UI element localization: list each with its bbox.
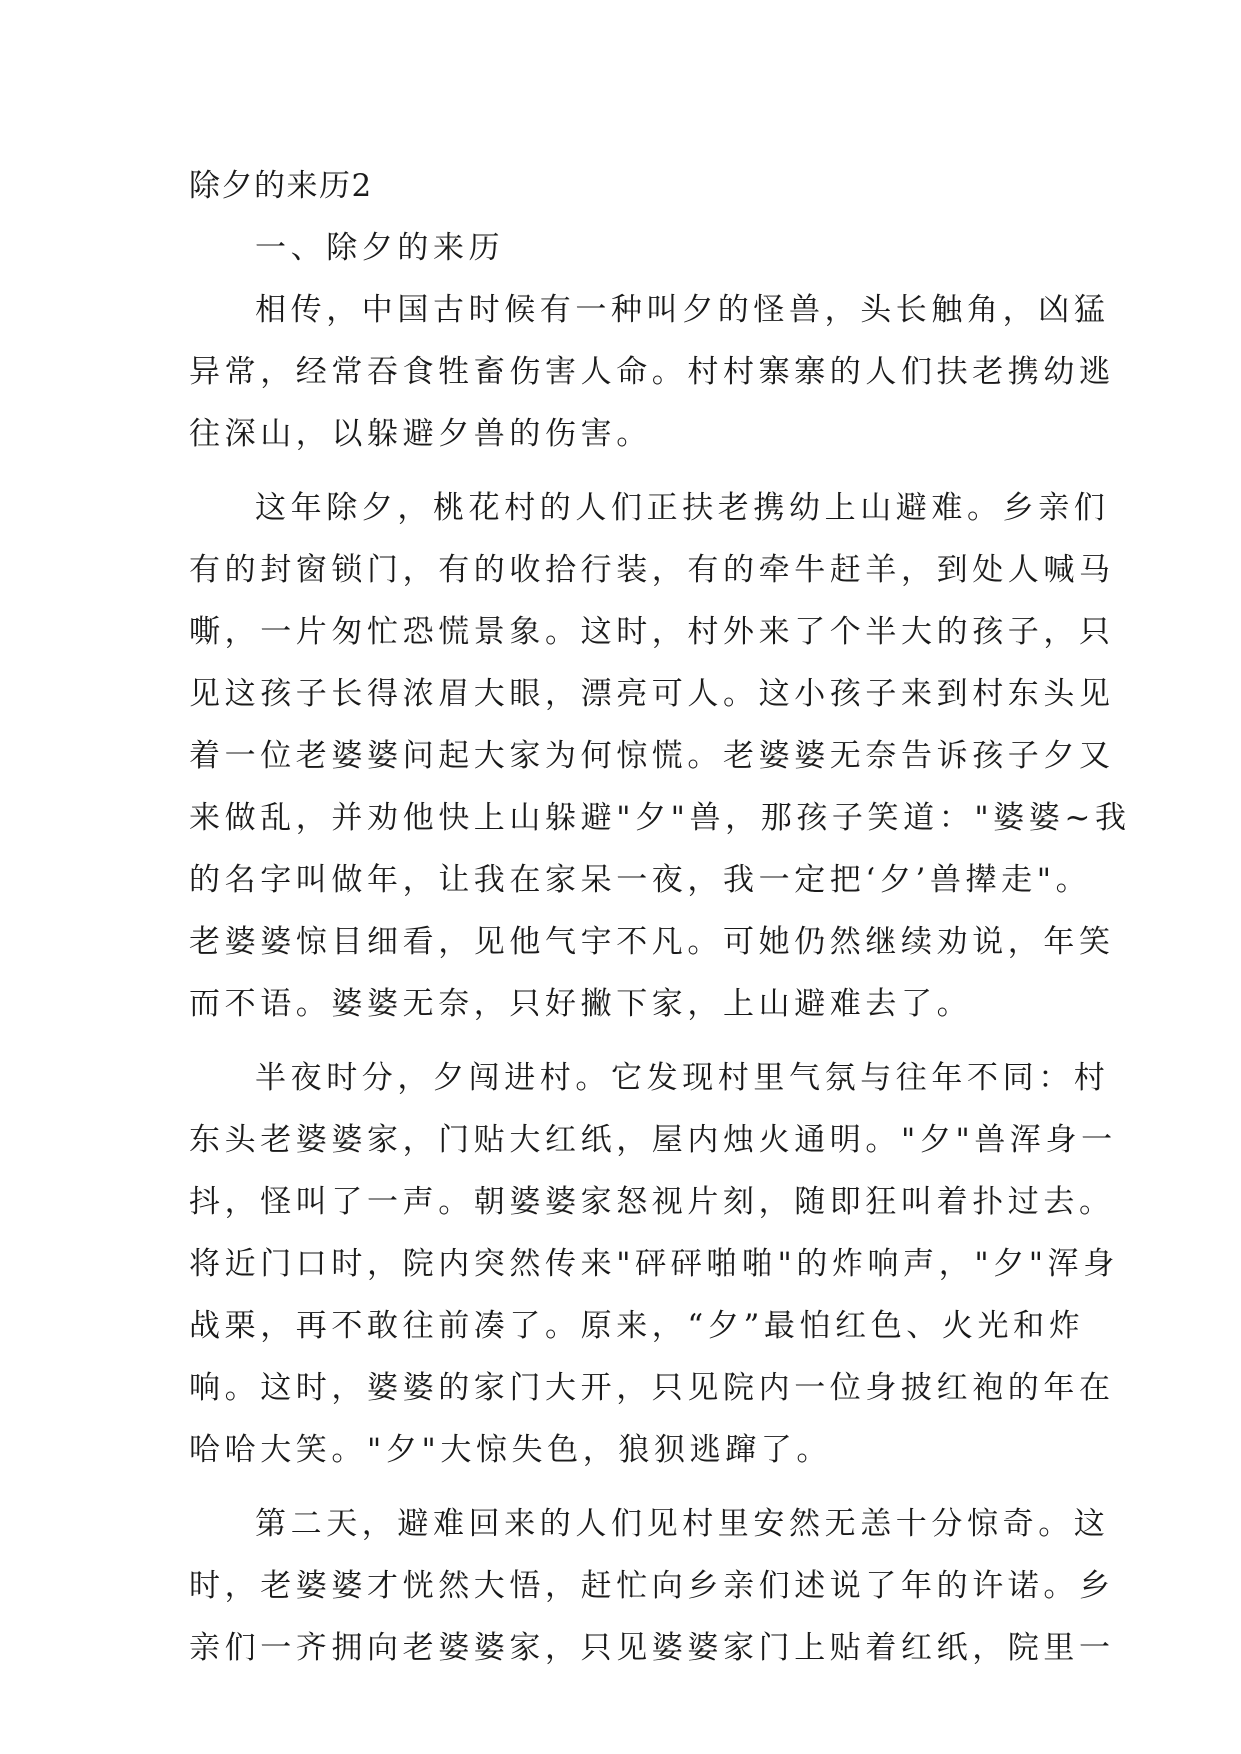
paragraph-line: 着一位老婆婆问起大家为何惊慌。老婆婆无奈告诉孩子夕又 xyxy=(189,738,1115,774)
document-body xyxy=(189,155,1131,1679)
section-heading: 一、除夕的来历 xyxy=(255,230,505,266)
paragraph xyxy=(189,1493,1115,1679)
paragraph xyxy=(189,279,1115,465)
paragraph-line: 战栗，再不敢往前凑了。原来，“夕”最怕红色、火光和炸 xyxy=(189,1308,1085,1344)
paragraph-line: 往深山，以躲避夕兽的伤害。 xyxy=(189,416,652,452)
paragraph-line: 嘶，一片匆忙恐慌景象。这时，村外来了个半大的孩子，只 xyxy=(189,614,1115,650)
paragraph-line: 而不语。婆婆无奈，只好撇下家，上山避难去了。 xyxy=(189,986,973,1022)
paragraph-spacer xyxy=(189,1035,1069,1047)
paragraph-line: 这年除夕，桃花村的人们正扶老携幼上山避难。乡亲们 xyxy=(255,490,1110,526)
paragraph xyxy=(189,477,1131,1035)
paragraph-line: 半夜时分，夕闯进村。它发现村里气氛与往年不同：村 xyxy=(255,1060,1110,1096)
paragraph-line: 的名字叫做年，让我在家呆一夜，我一定把‘夕’兽撵走"。 xyxy=(189,862,1092,898)
paragraph-line: 哈哈大笑。"夕"大惊失色，狼狈逃蹿了。 xyxy=(189,1432,832,1468)
paragraph-line: 响。这时，婆婆的家门大开，只见院内一位身披红袍的年在 xyxy=(189,1370,1115,1406)
paragraph-line: 老婆婆惊目细看，见他气宇不凡。可她仍然继续劝说，年笑 xyxy=(189,924,1115,960)
paragraph-line: 见这孩子长得浓眉大眼，漂亮可人。这小孩子来到村东头见 xyxy=(189,676,1115,712)
paragraph-line: 第二天，避难回来的人们见村里安然无恙十分惊奇。这 xyxy=(255,1506,1110,1542)
paragraph-line: 异常，经常吞食牲畜伤害人命。村村寨寨的人们扶老携幼逃 xyxy=(189,354,1115,390)
paragraph-line: 抖，怪叫了一声。朝婆婆家怒视片刻，随即狂叫着扑过去。 xyxy=(189,1184,1115,1220)
paragraph-line: 来做乱，并劝他快上山躲避"夕"兽，那孩子笑道："婆婆~我 xyxy=(189,800,1131,836)
paragraph-spacer xyxy=(189,465,1069,477)
paragraph-line: 东头老婆婆家，门贴大红纸，屋内烛火通明。"夕"兽浑身一 xyxy=(189,1122,1117,1158)
paragraph-line: 将近门口时，院内突然传来"砰砰啪啪"的炸响声，"夕"浑身 xyxy=(189,1246,1119,1282)
paragraph-line: 相传，中国古时候有一种叫夕的怪兽，头长触角，凶猛 xyxy=(255,292,1110,328)
document-title: 除夕的来历2 xyxy=(189,168,373,204)
paragraph-line: 有的封窗锁门，有的收拾行装，有的牵牛赶羊，到处人喊马 xyxy=(189,552,1115,588)
paragraph-line: 时，老婆婆才恍然大悟，赶忙向乡亲们述说了年的许诺。乡 xyxy=(189,1568,1115,1604)
paragraph xyxy=(189,1047,1119,1481)
paragraph-spacer xyxy=(189,1481,1069,1493)
paragraph-line: 亲们一齐拥向老婆婆家，只见婆婆家门上贴着红纸，院里一 xyxy=(189,1630,1115,1666)
